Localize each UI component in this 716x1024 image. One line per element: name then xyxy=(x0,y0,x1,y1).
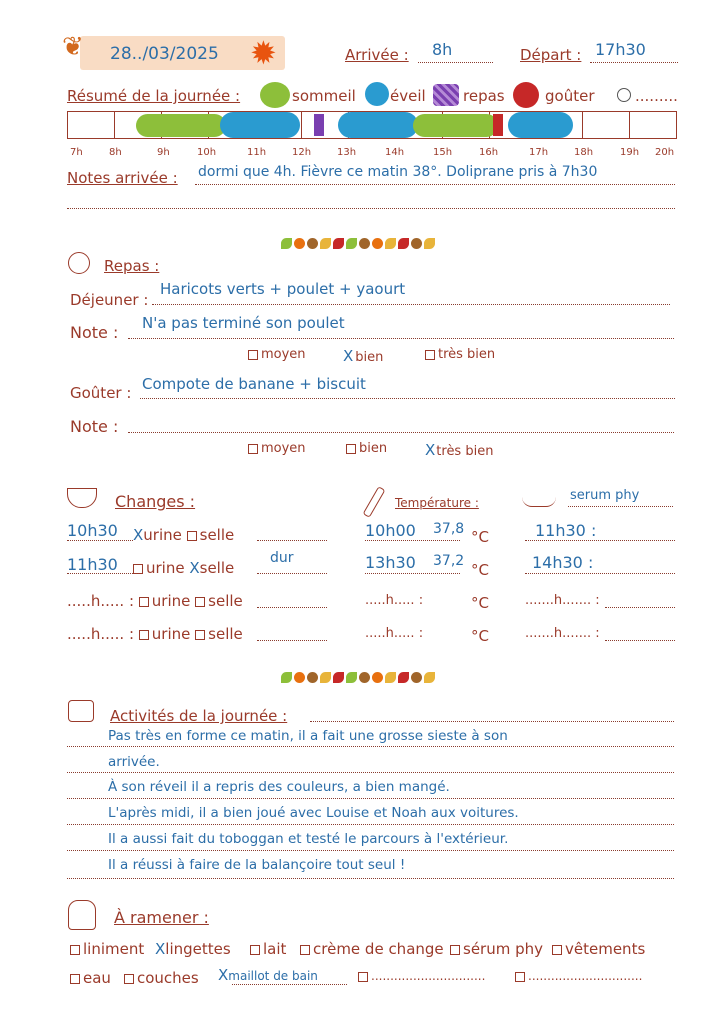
bring-serum[interactable]: sérum phy xyxy=(450,940,543,958)
activity-line: Il a aussi fait du toboggan et testé le parcours à l'extérieur. xyxy=(108,831,509,847)
activity-line: Pas très en forme ce matin, il a fait une grosse sieste à son xyxy=(108,728,508,744)
lunch-rating-moyen[interactable]: moyen xyxy=(248,347,306,362)
bring-vetements[interactable]: vêtements xyxy=(552,940,645,958)
departure-label: Départ : xyxy=(520,46,582,64)
snack-block xyxy=(493,114,503,136)
temp2-value: 37,2 xyxy=(433,553,465,569)
meals-title: Repas : xyxy=(104,257,160,275)
leaf-divider xyxy=(280,668,436,687)
change-row1-boxes[interactable]: Xurine selle xyxy=(133,526,235,544)
lunch-note-label: Note : xyxy=(70,323,119,342)
change-row1-time: 10h30 xyxy=(67,521,118,540)
temp2-time: 13h30 xyxy=(365,553,416,572)
legend-other: ......... xyxy=(635,87,678,105)
hour-label: 20h xyxy=(655,147,675,158)
hour-label: 11h xyxy=(247,147,267,158)
temp1-time: 10h00 xyxy=(365,521,416,540)
serum1-time: 11h30 : xyxy=(535,521,597,540)
meal-swatch xyxy=(433,84,459,106)
notes-arrival-value: dormi que 4h. Fièvre ce matin 38°. Doliprane pris à 7h30 xyxy=(198,164,598,180)
change-row2-time: 11h30 xyxy=(67,555,118,574)
hour-label: 15h xyxy=(433,147,453,158)
hour-label: 8h xyxy=(109,147,122,158)
hour-label: 19h xyxy=(620,147,640,158)
hour-label: 16h xyxy=(479,147,499,158)
serum-label: serum phy xyxy=(570,488,640,503)
temp1-unit: °C xyxy=(471,528,489,546)
snack-swatch xyxy=(513,82,539,108)
serum-row4: .......h....... : xyxy=(525,626,600,641)
hour-label: 10h xyxy=(197,147,217,158)
temp2-unit: °C xyxy=(471,561,489,579)
hour-label: 14h xyxy=(385,147,405,158)
backpack-icon xyxy=(68,900,96,930)
lunch-value: Haricots verts + poulet + yaourt xyxy=(160,280,406,298)
awake-block xyxy=(338,112,418,138)
lunch-rating-tres-bien[interactable]: très bien xyxy=(425,347,495,362)
bring-eau[interactable]: eau xyxy=(70,969,111,987)
activity-line: arrivée. xyxy=(108,754,160,770)
snack-value: Compote de banane + biscuit xyxy=(142,375,366,393)
snack-rating-bien[interactable]: bien xyxy=(346,441,387,456)
arrival-label: Arrivée : xyxy=(345,46,409,64)
bring-maillot[interactable]: Xmaillot de bain xyxy=(218,966,318,984)
sleep-swatch xyxy=(260,82,290,108)
change-row3[interactable]: .....h..... : urine selle xyxy=(67,592,243,610)
change-row4[interactable]: .....h..... : urine selle xyxy=(67,625,243,643)
serum-row3: .......h....... : xyxy=(525,593,600,608)
temp4-unit: °C xyxy=(471,627,489,645)
bring-blank-2[interactable]: .............................. xyxy=(515,969,642,983)
temp-row3: .....h..... : xyxy=(365,593,424,608)
bring-lingettes[interactable]: Xlingettes xyxy=(155,940,231,958)
meal-block xyxy=(314,114,324,136)
lunch-rating-bien[interactable]: X bien xyxy=(343,347,384,365)
activities-icon xyxy=(68,700,94,722)
hour-label: 9h xyxy=(157,147,170,158)
diaper-icon xyxy=(67,488,97,508)
autumn-leaf-icon: ❦ xyxy=(62,32,84,62)
hour-label: 12h xyxy=(292,147,312,158)
temperature-label: Température : xyxy=(395,496,479,510)
snack-label: Goûter : xyxy=(70,384,132,402)
notes-arrival-label: Notes arrivée : xyxy=(67,169,178,187)
hour-label: 18h xyxy=(574,147,594,158)
legend-sleep: sommeil xyxy=(292,87,356,105)
lunch-note-value: N'a pas terminé son poulet xyxy=(142,314,345,332)
bring-liniment[interactable]: liniment xyxy=(70,940,144,958)
snack-rating-moyen[interactable]: moyen xyxy=(248,441,306,456)
activity-line: À son réveil il a repris des couleurs, a bien mangé. xyxy=(108,779,450,795)
other-swatch xyxy=(617,88,631,102)
temp3-unit: °C xyxy=(471,594,489,612)
bring-blank-1[interactable]: .............................. xyxy=(358,969,485,983)
change-row2-note: dur xyxy=(270,550,294,566)
bring-creme[interactable]: crème de change xyxy=(300,940,444,958)
legend-awake: éveil xyxy=(390,87,426,105)
activity-line: L'après midi, il a bien joué avec Louise et Noah aux voitures. xyxy=(108,805,519,821)
awake-block xyxy=(508,112,573,138)
change-row2-boxes[interactable]: urine Xselle xyxy=(133,559,234,577)
timeline-grid xyxy=(67,111,677,139)
activity-line: Il a réussi à faire de la balançoire tout seul ! xyxy=(108,857,406,873)
awake-swatch xyxy=(365,82,389,106)
changes-title: Changes : xyxy=(115,492,196,511)
snack-note-label: Note : xyxy=(70,417,119,436)
temp-row4: .....h..... : xyxy=(365,626,424,641)
lunch-label: Déjeuner : xyxy=(70,291,149,309)
bring-couches[interactable]: couches xyxy=(124,969,199,987)
legend-snack: goûter xyxy=(545,87,595,105)
legend-meal: repas xyxy=(463,87,505,105)
hour-labels xyxy=(67,147,687,161)
arrival-value: 8h xyxy=(432,40,453,59)
hour-label: 17h xyxy=(529,147,549,158)
hour-label: 7h xyxy=(70,147,83,158)
hand-drop-icon xyxy=(522,488,556,507)
serum2-time: 14h30 : xyxy=(532,553,594,572)
maple-leaf-icon: ✹ xyxy=(250,34,277,72)
hour-label: 13h xyxy=(337,147,357,158)
sleep-block xyxy=(413,114,498,137)
plate-icon xyxy=(68,252,90,274)
temp1-value: 37,8 xyxy=(433,521,465,537)
thermometer-icon xyxy=(363,486,386,518)
summary-title: Résumé de la journée : xyxy=(67,87,241,105)
activities-title: Activités de la journée : xyxy=(110,707,288,725)
bring-title: À ramener : xyxy=(114,908,209,927)
departure-value: 17h30 xyxy=(595,40,646,59)
date-value: 28../03/2025 xyxy=(110,44,219,64)
leaf-divider xyxy=(280,234,436,253)
sleep-block xyxy=(136,114,226,137)
bring-lait[interactable]: lait xyxy=(250,940,286,958)
awake-block xyxy=(220,112,300,138)
snack-rating-tres-bien[interactable]: Xtrès bien xyxy=(425,441,494,459)
